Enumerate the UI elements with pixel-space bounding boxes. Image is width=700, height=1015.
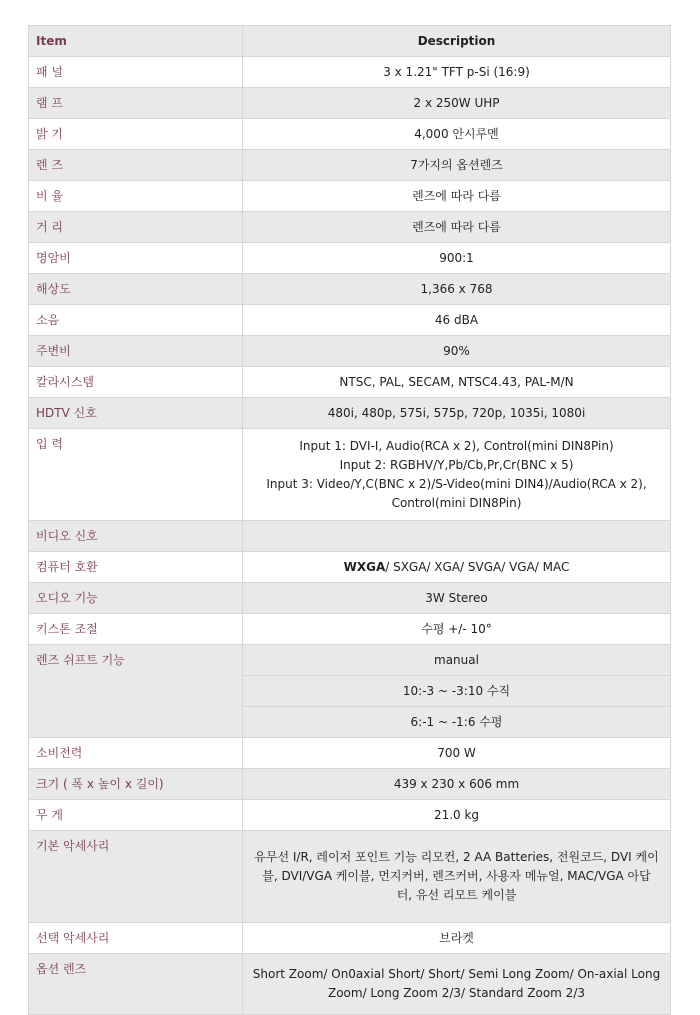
table-row bbox=[29, 181, 671, 212]
row-label: 램 프 bbox=[29, 88, 243, 119]
row-label: 칼라시스템 bbox=[29, 367, 243, 398]
row-value bbox=[243, 954, 671, 1015]
row-value: 렌즈에 따라 다름 bbox=[243, 181, 671, 212]
table-row bbox=[29, 119, 671, 150]
spec-table bbox=[28, 25, 671, 1015]
row-label: 주변비 bbox=[29, 336, 243, 367]
value-line: Input 3: Video/Y,C(BNC x 2)/S-Video(mini DIN4)/Audio(RCA x 2), bbox=[266, 476, 647, 491]
row-label: 오디오 기능 bbox=[29, 583, 243, 614]
row-label: 명암비 bbox=[29, 243, 243, 274]
row-value: 6:-1 ~ -1:6 수평 bbox=[243, 707, 671, 738]
table-row bbox=[29, 88, 671, 119]
row-label: 렌 즈 bbox=[29, 150, 243, 181]
row-label: 기본 악세사리 bbox=[29, 831, 243, 923]
table-row bbox=[29, 305, 671, 336]
value-line: Input 2: RGBHV/Y,Pb/Cb,Pr,Cr(BNC x 5) bbox=[339, 457, 574, 472]
row-label: 비 율 bbox=[29, 181, 243, 212]
row-value: 렌즈에 따라 다름 bbox=[243, 212, 671, 243]
row-value: 90% bbox=[243, 336, 671, 367]
row-label: 비디오 신호 bbox=[29, 521, 243, 552]
header-item: Item bbox=[29, 26, 243, 57]
table-row bbox=[29, 645, 671, 676]
row-value: 10:-3 ~ -3:10 수직 bbox=[243, 676, 671, 707]
row-label: 키스톤 조절 bbox=[29, 614, 243, 645]
table-row bbox=[29, 614, 671, 645]
table-row bbox=[29, 583, 671, 614]
row-value: 브라켓 bbox=[243, 923, 671, 954]
row-value bbox=[243, 521, 671, 552]
row-label: 패 널 bbox=[29, 57, 243, 88]
row-label: 해상도 bbox=[29, 274, 243, 305]
table-row bbox=[29, 57, 671, 88]
table-row bbox=[29, 398, 671, 429]
value-line: Short Zoom/ On0axial Short/ Short/ Semi Long Zoom/ On-axial Long bbox=[252, 967, 661, 981]
table-row bbox=[29, 336, 671, 367]
row-label: 선택 악세사리 bbox=[29, 923, 243, 954]
value-bold: WXGA bbox=[343, 559, 386, 574]
row-label: 렌즈 쉬프트 기능 bbox=[29, 645, 243, 738]
row-value bbox=[243, 552, 671, 583]
value-line: Control(mini DIN8Pin) bbox=[391, 495, 522, 510]
header-description: Description bbox=[243, 26, 671, 57]
value-line: Input 1: DVI-I, Audio(RCA x 2), Control(mini DIN8Pin) bbox=[299, 438, 614, 453]
row-value: 3 x 1.21" TFT p-Si (16:9) bbox=[243, 57, 671, 88]
table-row bbox=[29, 521, 671, 552]
row-label: 입 력 bbox=[29, 429, 243, 521]
table-row bbox=[29, 769, 671, 800]
value-line: 유무선 I/R, 레이저 포인트 기능 리모컨, 2 AA Batteries, 전원코드, DVI 케이 bbox=[254, 850, 659, 864]
table-header-row bbox=[29, 26, 671, 57]
row-label: 크기 ( 폭 x 높이 x 길이) bbox=[29, 769, 243, 800]
value-line: 블, DVI/VGA 케이블, 먼지커버, 렌즈커버, 사용자 메뉴얼, MAC/VGA 아답 bbox=[262, 869, 651, 883]
row-value: 21.0 kg bbox=[243, 800, 671, 831]
row-value: NTSC, PAL, SECAM, NTSC4.43, PAL-M/N bbox=[243, 367, 671, 398]
row-value: 900:1 bbox=[243, 243, 671, 274]
row-label: 소음 bbox=[29, 305, 243, 336]
value-line: 터, 유선 리모트 케이블 bbox=[396, 888, 517, 902]
value-line: Zoom/ Long Zoom 2/3/ Standard Zoom 2/3 bbox=[327, 986, 585, 1000]
table-row bbox=[29, 923, 671, 954]
row-label: HDTV 신호 bbox=[29, 398, 243, 429]
row-label: 거 리 bbox=[29, 212, 243, 243]
table-row bbox=[29, 429, 671, 521]
table-row bbox=[29, 367, 671, 398]
table-row bbox=[29, 800, 671, 831]
row-label: 밝 기 bbox=[29, 119, 243, 150]
table-row bbox=[29, 150, 671, 181]
row-label: 옵션 렌즈 bbox=[29, 954, 243, 1015]
row-value: 439 x 230 x 606 mm bbox=[243, 769, 671, 800]
row-label: 소비전력 bbox=[29, 738, 243, 769]
row-value: 4,000 안시루멘 bbox=[243, 119, 671, 150]
row-value: 수평 +/- 10° bbox=[243, 614, 671, 645]
row-value: 3W Stereo bbox=[243, 583, 671, 614]
row-value bbox=[243, 831, 671, 923]
table-row bbox=[29, 212, 671, 243]
table-row bbox=[29, 738, 671, 769]
value-rest: / SXGA/ XGA/ SVGA/ VGA/ MAC bbox=[385, 559, 570, 574]
table-row bbox=[29, 831, 671, 923]
row-value: 480i, 480p, 575i, 575p, 720p, 1035i, 1080i bbox=[243, 398, 671, 429]
row-value: 1,366 x 768 bbox=[243, 274, 671, 305]
row-value: 46 dBA bbox=[243, 305, 671, 336]
row-label: 컴퓨터 호환 bbox=[29, 552, 243, 583]
row-value: manual bbox=[243, 645, 671, 676]
row-value: 7가지의 옵션렌즈 bbox=[243, 150, 671, 181]
row-value: 700 W bbox=[243, 738, 671, 769]
table-row bbox=[29, 552, 671, 583]
table-row bbox=[29, 954, 671, 1015]
row-label: 무 게 bbox=[29, 800, 243, 831]
row-value bbox=[243, 429, 671, 521]
row-value: 2 x 250W UHP bbox=[243, 88, 671, 119]
table-row bbox=[29, 274, 671, 305]
table-row bbox=[29, 243, 671, 274]
